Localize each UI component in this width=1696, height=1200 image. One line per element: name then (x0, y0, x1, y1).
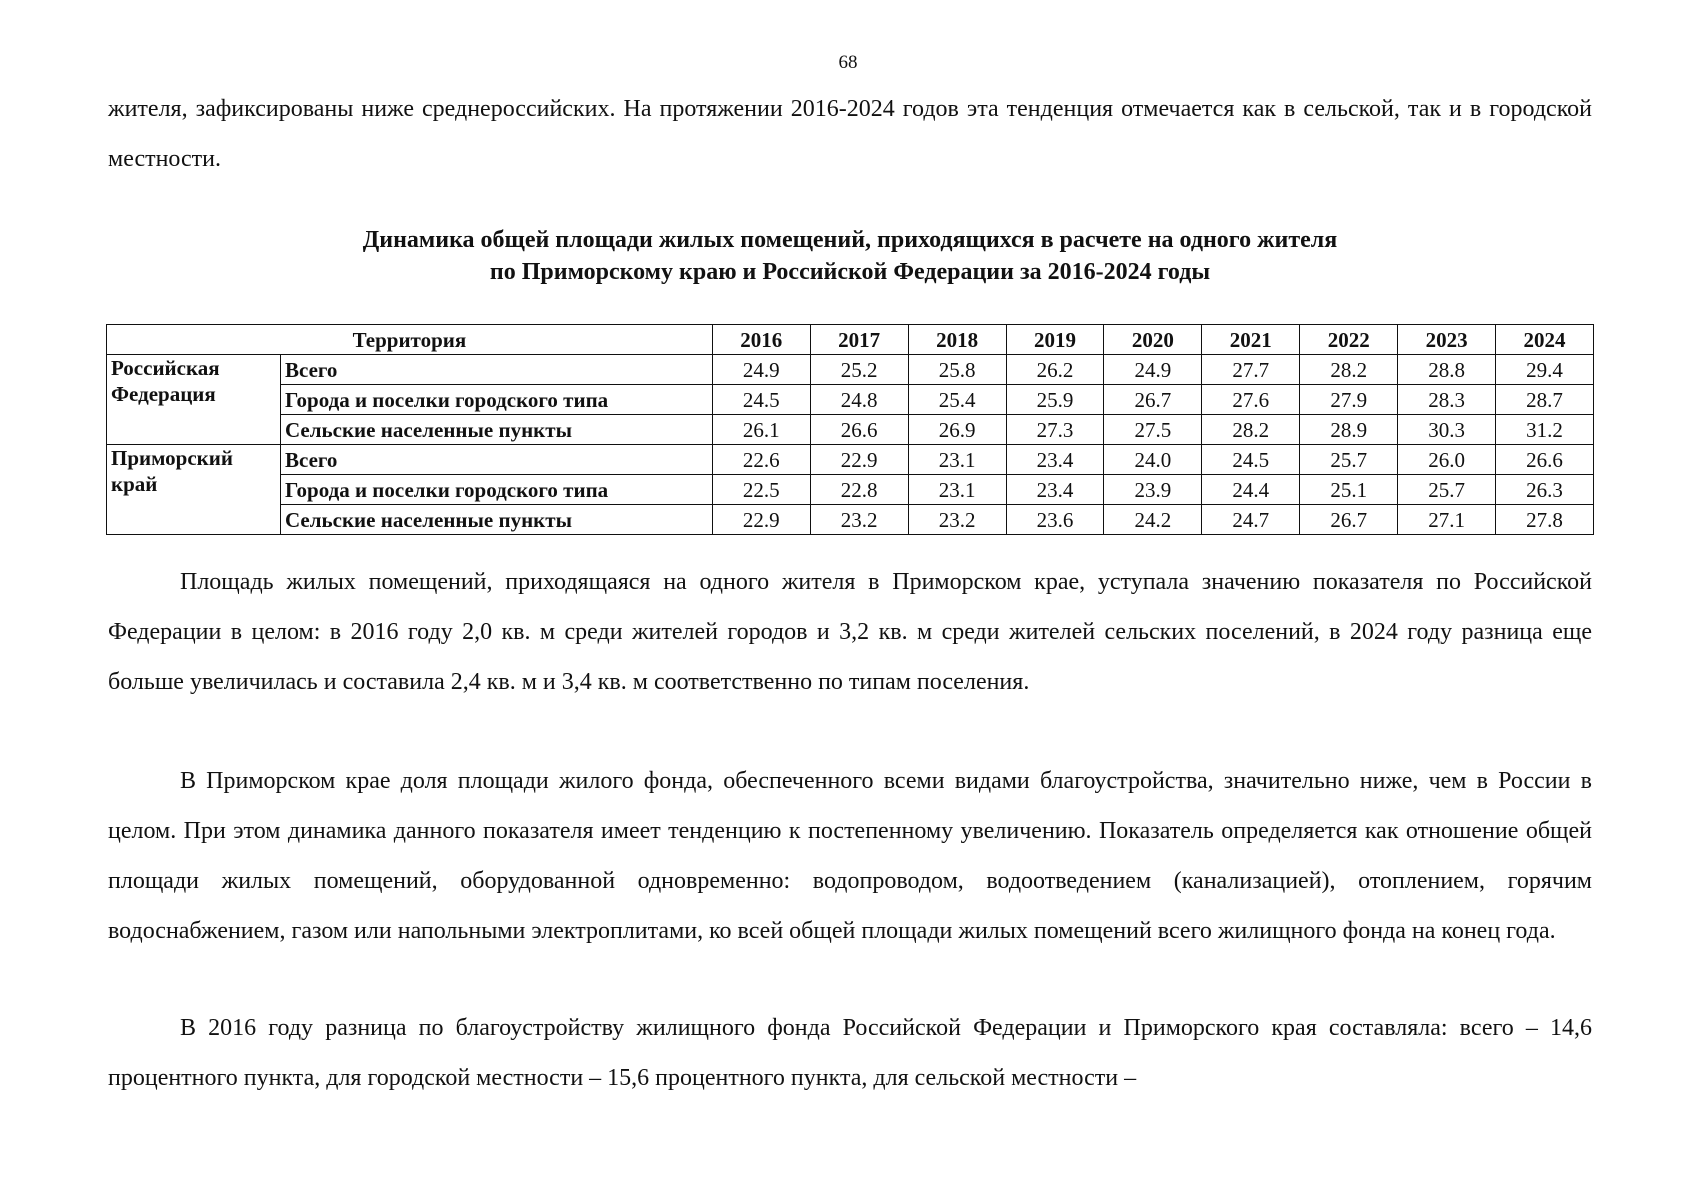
value-cell: 24.0 (1104, 445, 1202, 475)
value-cell: 26.9 (908, 415, 1006, 445)
value-cell: 26.7 (1300, 505, 1398, 535)
table-header-row (107, 325, 1594, 355)
value-cell: 30.3 (1398, 415, 1496, 445)
value-cell: 24.2 (1104, 505, 1202, 535)
value-cell: 25.8 (908, 355, 1006, 385)
value-cell: 24.5 (712, 385, 810, 415)
value-cell: 27.7 (1202, 355, 1300, 385)
value-cell: 26.7 (1104, 385, 1202, 415)
value-cell: 22.9 (810, 445, 908, 475)
value-cell: 31.2 (1496, 415, 1594, 445)
value-cell: 27.3 (1006, 415, 1104, 445)
table-title (108, 224, 1592, 288)
category-cell: Сельские населенные пункты (281, 415, 713, 445)
header-year: 2022 (1300, 325, 1398, 355)
value-cell: 23.9 (1104, 475, 1202, 505)
value-cell: 24.9 (712, 355, 810, 385)
value-cell: 25.7 (1398, 475, 1496, 505)
value-cell: 28.9 (1300, 415, 1398, 445)
region-cell: Приморский край (107, 445, 281, 535)
header-year: 2020 (1104, 325, 1202, 355)
value-cell: 28.2 (1202, 415, 1300, 445)
value-cell: 26.6 (1496, 445, 1594, 475)
value-cell: 23.4 (1006, 445, 1104, 475)
value-cell: 28.3 (1398, 385, 1496, 415)
value-cell: 25.1 (1300, 475, 1398, 505)
value-cell: 26.3 (1496, 475, 1594, 505)
body-paragraph: В Приморском крае доля площади жилого фонда, обеспеченного всеми видами благоустройства, значительно ниже, чем в России в целом. При этом динамика данного показателя имеет тенденцию к постепенному увеличению. Показатель определяется как отношение общей площади жилых помещений, оборудованной одновременно: водопроводом, водоотведением (канализацией), отоплением, горячим водоснабжением, газом или напольными электроплитами, ко всей общей площади жилых помещений всего жилищного фонда на конец года. (108, 768, 1592, 944)
value-cell: 22.9 (712, 505, 810, 535)
header-territory: Территория (107, 325, 713, 355)
value-cell: 26.1 (712, 415, 810, 445)
table-title-line-2: по Приморскому краю и Российской Федерации за 2016-2024 годы (489, 259, 1211, 285)
value-cell: 25.4 (908, 385, 1006, 415)
value-cell: 26.6 (810, 415, 908, 445)
value-cell: 27.6 (1202, 385, 1300, 415)
header-year: 2017 (810, 325, 908, 355)
region-cell: Российская Федерация (107, 355, 281, 445)
value-cell: 24.8 (810, 385, 908, 415)
value-cell: 23.2 (810, 505, 908, 535)
category-cell: Всего (281, 445, 713, 475)
header-year: 2024 (1496, 325, 1594, 355)
table-row (107, 415, 1594, 445)
table-body (107, 355, 1594, 535)
category-cell: Города и поселки городского типа (281, 475, 713, 505)
value-cell: 23.2 (908, 505, 1006, 535)
table-row (107, 385, 1594, 415)
value-cell: 26.0 (1398, 445, 1496, 475)
value-cell: 25.2 (810, 355, 908, 385)
table-row (107, 355, 1594, 385)
value-cell: 27.8 (1496, 505, 1594, 535)
header-year: 2016 (712, 325, 810, 355)
value-cell: 28.8 (1398, 355, 1496, 385)
housing-area-table (106, 324, 1594, 535)
value-cell: 27.5 (1104, 415, 1202, 445)
header-year: 2018 (908, 325, 1006, 355)
value-cell: 25.9 (1006, 385, 1104, 415)
table-row (107, 475, 1594, 505)
table-row (107, 445, 1594, 475)
value-cell: 24.7 (1202, 505, 1300, 535)
value-cell: 22.8 (810, 475, 908, 505)
value-cell: 29.4 (1496, 355, 1594, 385)
header-year: 2023 (1398, 325, 1496, 355)
value-cell: 25.7 (1300, 445, 1398, 475)
value-cell: 22.5 (712, 475, 810, 505)
header-year: 2019 (1006, 325, 1104, 355)
intro-paragraph: жителя, зафиксированы ниже среднероссийских. На протяжении 2016-2024 годов эта тенденция отмечается как в сельской, так и в городской местности. (108, 96, 1592, 172)
value-cell: 24.5 (1202, 445, 1300, 475)
table-title-line-1: Динамика общей площади жилых помещений, приходящихся в расчете на одного жителя (362, 227, 1338, 253)
value-cell: 23.4 (1006, 475, 1104, 505)
value-cell: 22.6 (712, 445, 810, 475)
body-paragraph: Площадь жилых помещений, приходящаяся на одного жителя в Приморском крае, уступала значению показателя по Российской Федерации в целом: в 2016 году 2,0 кв. м среди жителей городов и 3,2 кв. м среди жителей сельских поселений, в 2024 году разница еще больше увеличилась и составила 2,4 кв. м и 3,4 кв. м соответственно по типам поселения. (108, 569, 1592, 695)
value-cell: 24.9 (1104, 355, 1202, 385)
table-row (107, 505, 1594, 535)
category-cell: Сельские населенные пункты (281, 505, 713, 535)
value-cell: 27.1 (1398, 505, 1496, 535)
category-cell: Всего (281, 355, 713, 385)
value-cell: 28.7 (1496, 385, 1594, 415)
value-cell: 27.9 (1300, 385, 1398, 415)
header-year: 2021 (1202, 325, 1300, 355)
body-paragraph: В 2016 году разница по благоустройству жилищного фонда Российской Федерации и Приморского края составляла: всего – 14,6 процентного пункта, для городской местности – 15,6 процентного пункта, для сельской местности – (108, 1015, 1592, 1091)
page-number: 68 (838, 52, 858, 73)
value-cell: 23.1 (908, 445, 1006, 475)
value-cell: 23.6 (1006, 505, 1104, 535)
value-cell: 24.4 (1202, 475, 1300, 505)
value-cell: 28.2 (1300, 355, 1398, 385)
value-cell: 23.1 (908, 475, 1006, 505)
value-cell: 26.2 (1006, 355, 1104, 385)
category-cell: Города и поселки городского типа (281, 385, 713, 415)
